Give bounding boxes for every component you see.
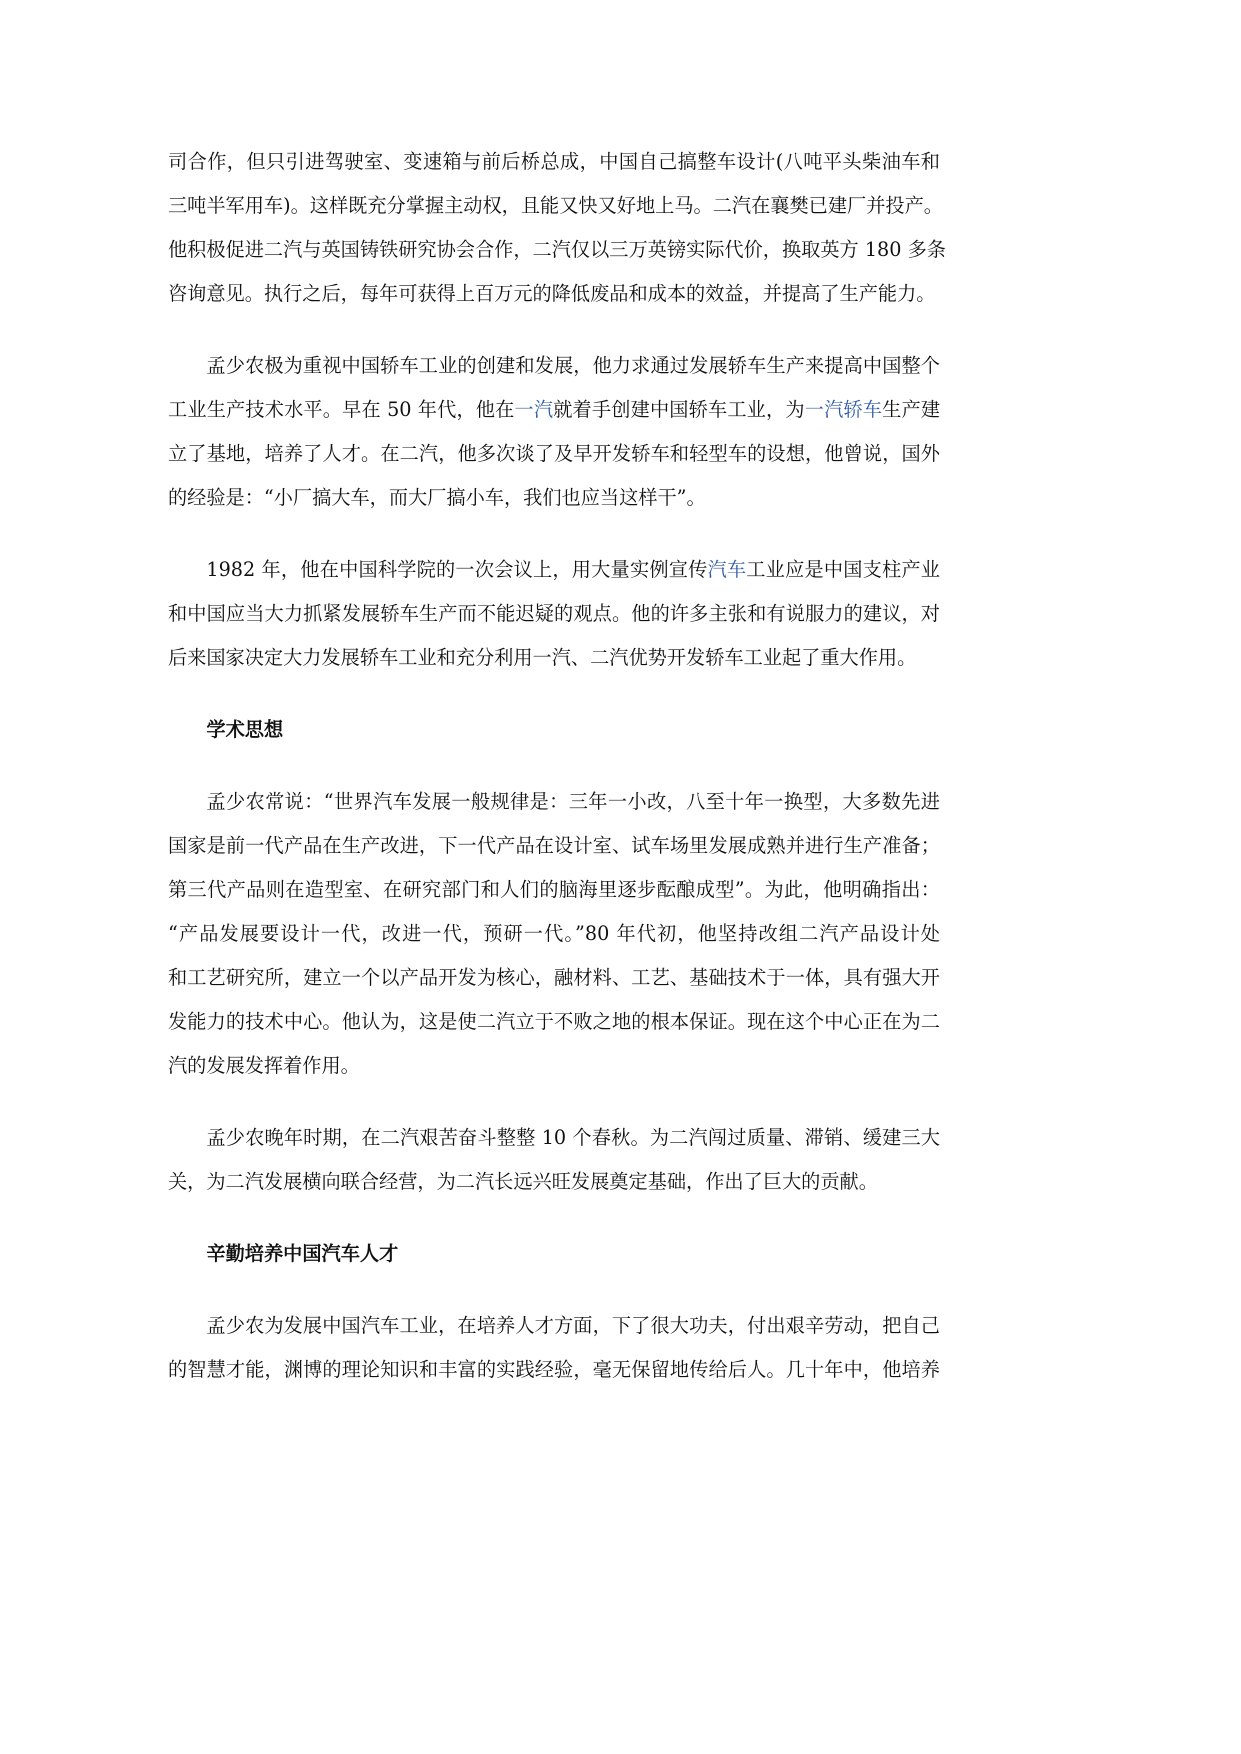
text-line	[168, 140, 940, 184]
text-line	[168, 708, 940, 752]
text-line	[168, 1348, 940, 1392]
text-segment: 立了基地，培养了人才。在二汽，他多次谈了及早开发轿车和轻型车的设想，他曾说，国外	[168, 442, 940, 465]
text-segment: 他积极促进二汽与英国铸铁研究协会合作，二汽仅以三万英镑实际代价，换取英方 180 多条	[168, 238, 946, 261]
text-segment: 发能力的技术中心。他认为，这是使二汽立于不败之地的根本保证。现在这个中心正在为二	[168, 1010, 940, 1033]
text-segment: 三吨半军用车)。这样既充分掌握主动权，且能又快又好地上马。二汽在襄樊已建厂并投产。	[168, 194, 943, 217]
text-line	[168, 388, 940, 432]
document-body	[168, 140, 946, 1420]
text-line	[168, 1304, 940, 1348]
text-line	[168, 868, 940, 912]
text-line	[168, 228, 946, 272]
text-line	[168, 1044, 940, 1088]
text-segment: 工业生产技术水平。早在 50 年代，他在	[168, 398, 515, 421]
text-segment: 工业应是中国支柱产业	[746, 558, 940, 581]
text-line	[168, 592, 940, 636]
text-segment: 孟少农常说：“世界汽车发展一般规律是：三年一小改，八至十年一换型，大多数先进	[206, 790, 940, 813]
paragraph	[168, 548, 940, 680]
text-segment: 的经验是：“小厂搞大车，而大厂搞小车，我们也应当这样干”。	[168, 486, 706, 509]
text-line	[168, 1000, 940, 1044]
text-line	[168, 1116, 940, 1160]
text-segment: 后来国家决定大力发展轿车工业和充分利用一汽、二汽优势开发轿车工业起了重大作用。	[168, 646, 917, 669]
text-segment: 孟少农极为重视中国轿车工业的创建和发展，他力求通过发展轿车生产来提高中国整个	[206, 354, 940, 377]
text-line	[168, 956, 940, 1000]
text-line	[168, 344, 940, 388]
text-line	[168, 1232, 940, 1276]
text-segment: 孟少农为发展中国汽车工业，在培养人才方面，下了很大功夫，付出艰辛劳动，把自己	[206, 1314, 940, 1337]
text-line	[168, 636, 940, 680]
text-segment: 辛勤培养中国汽车人才	[206, 1242, 399, 1265]
text-segment: 就着手创建中国轿车工业，为	[553, 398, 805, 421]
text-segment: 国家是前一代产品在生产改进，下一代产品在设计室、试车场里发展成熟并进行生产准备；	[168, 834, 940, 857]
text-segment: 生产建	[882, 398, 941, 421]
text-segment: 关，为二汽发展横向联合经营，为二汽长远兴旺发展奠定基础，作出了巨大的贡献。	[168, 1170, 878, 1193]
text-segment: 的智慧才能，渊博的理论知识和丰富的实践经验，毫无保留地传给后人。几十年中，他培养	[168, 1358, 940, 1381]
text-line	[168, 824, 940, 868]
section-heading	[168, 1232, 940, 1276]
section-heading	[168, 708, 940, 752]
text-segment: 汽的发展发挥着作用。	[168, 1054, 360, 1077]
text-line	[168, 272, 940, 316]
paragraph	[168, 344, 940, 520]
paragraph	[168, 140, 946, 316]
text-segment: 司合作，但只引进驾驶室、变速箱与前后桥总成，中国自己搞整车设计(八吨平头柴油车和	[168, 150, 940, 173]
text-line	[168, 548, 940, 592]
text-line	[168, 184, 943, 228]
text-segment: 1982 年，他在中国科学院的一次会议上，用大量实例宣传	[206, 558, 708, 581]
text-segment: 咨询意见。执行之后，每年可获得上百万元的降低废品和成本的效益，并提高了生产能力。	[168, 282, 936, 305]
paragraph	[168, 1304, 940, 1392]
paragraph	[168, 780, 940, 1088]
text-line	[168, 1160, 940, 1204]
text-line	[168, 912, 940, 956]
hyperlink[interactable]: 汽车	[707, 558, 747, 581]
paragraph	[168, 1116, 940, 1204]
text-segment: 学术思想	[206, 718, 284, 741]
text-segment: “产品发展要设计一代，改进一代，预研一代。”80 年代初，他坚持改组二汽产品设计处	[168, 922, 940, 945]
hyperlink[interactable]: 一汽轿车	[804, 398, 883, 421]
text-line	[168, 476, 940, 520]
text-line	[168, 780, 940, 824]
hyperlink[interactable]: 一汽	[514, 398, 554, 421]
text-segment: 孟少农晚年时期，在二汽艰苦奋斗整整 10 个春秋。为二汽闯过质量、滞销、缓建三大	[206, 1126, 940, 1149]
text-segment: 和中国应当大力抓紧发展轿车生产而不能迟疑的观点。他的许多主张和有说服力的建议，对	[168, 602, 940, 625]
text-segment: 第三代产品则在造型室、在研究部门和人们的脑海里逐步酝酿成型”。为此，他明确指出：	[168, 878, 940, 901]
text-line	[168, 432, 940, 476]
text-segment: 和工艺研究所，建立一个以产品开发为核心，融材料、工艺、基础技术于一体，具有强大开	[168, 966, 940, 989]
